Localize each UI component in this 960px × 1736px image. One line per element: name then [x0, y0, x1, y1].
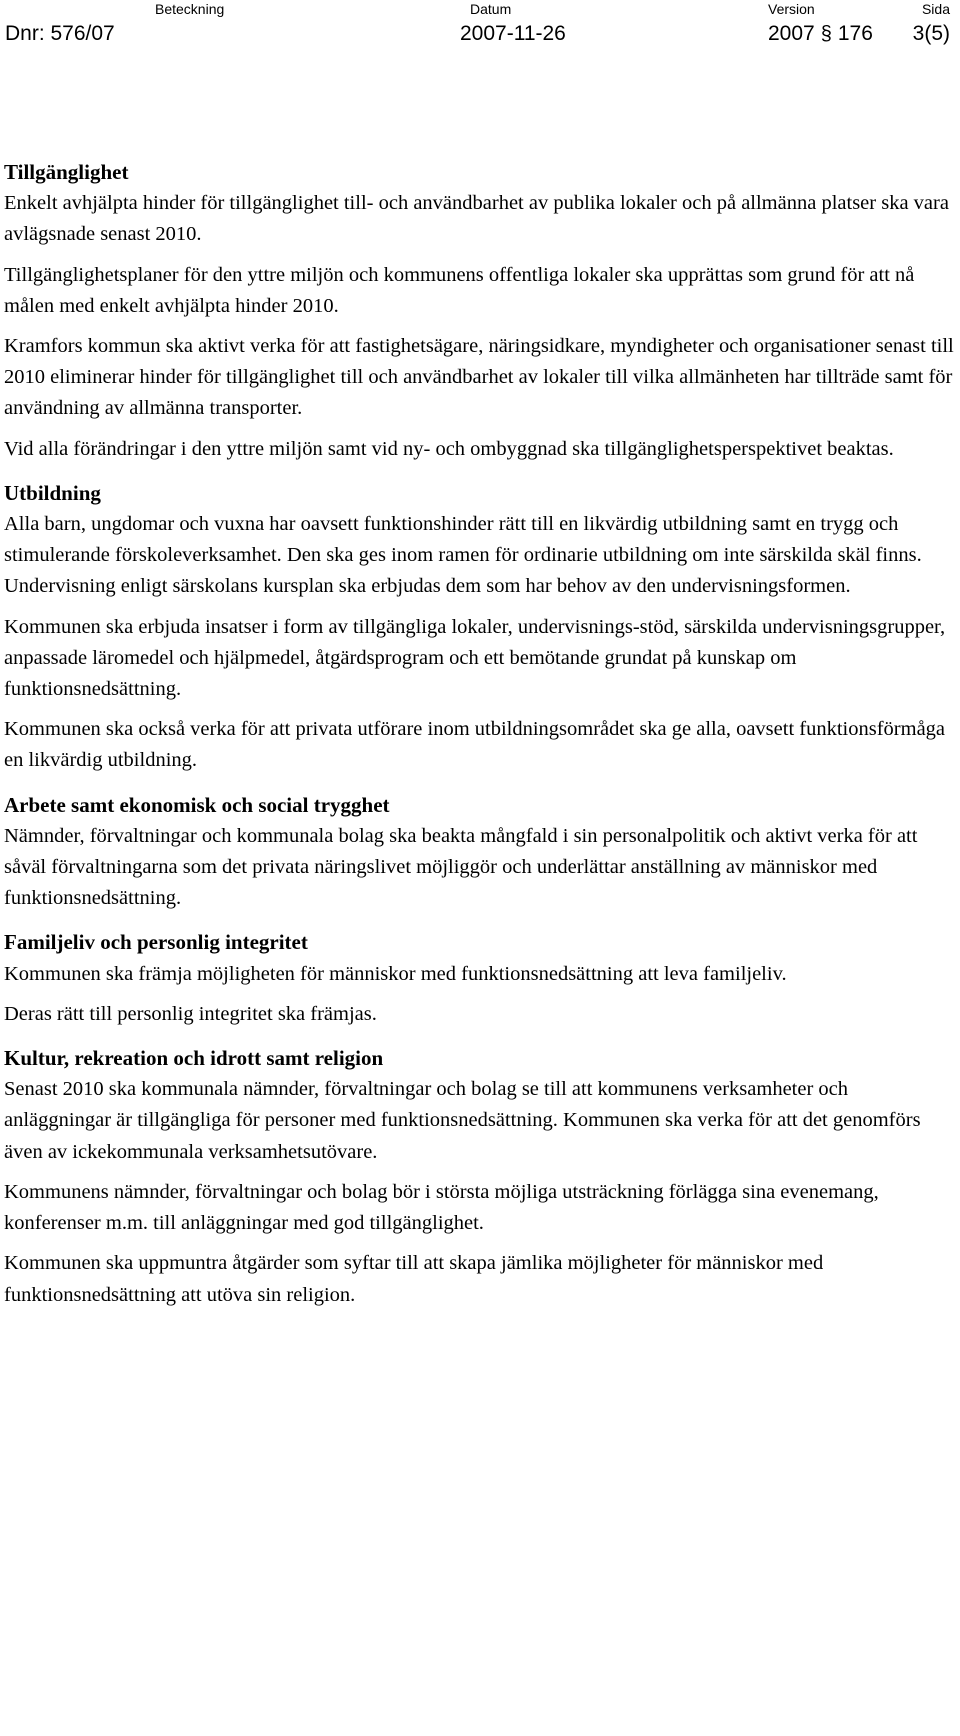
section-heading: Kultur, rekreation och idrott samt religion — [4, 1046, 384, 1071]
version-value — [768, 20, 873, 48]
section-heading: Tillgänglighet — [4, 160, 129, 184]
paragraph: Nämnder, förvaltningar och kommunala bolag ska beakta mångfald i sin personalpolitik och aktivt verka för att såväl förvaltningarna som det privata näringslivet möjliggör och underlättar anställning av människor med funktionsnedsättning. — [4, 824, 918, 910]
version-number: 176 — [837, 22, 873, 45]
sida-value: 3(5) — [912, 22, 950, 45]
header-datum — [460, 0, 566, 48]
section-heading: Familjeliv och personlig integritet — [4, 930, 308, 955]
section — [4, 927, 954, 1030]
paragraph: Kommunens nämnder, förvaltningar och bolag bör i största möjliga utsträckning förlägga sina evenemang, konferenser m.m. till anläggningar med god tillgänglighet. — [4, 1180, 879, 1235]
paragraph: Kommunen ska främja möjligheten för människor med funktionsnedsättning att leva familjeliv. — [4, 962, 787, 985]
paragraph: Vid alla förändringar i den yttre miljön samt vid ny- och ombyggnad ska tillgänglighetsperspektivet beaktas. — [4, 437, 894, 460]
document-body — [4, 157, 954, 1320]
paragraph: Kommunen ska uppmuntra åtgärder som syftar till att skapa jämlika möjligheter för människor med funktionsnedsättning att utöva sin religion. — [4, 1252, 824, 1306]
datum-label: Datum — [470, 1, 512, 17]
paragraph: Kommunen ska också verka för att privata utförare inom utbildningsområdet ska ge alla, oavsett funktionsförmåga en likvärdig utbildning. — [4, 718, 946, 772]
header-sida — [913, 0, 950, 48]
datum-value: 2007-11-26 — [460, 22, 566, 45]
section-sign-icon: § — [820, 23, 832, 45]
section-heading: Utbildning — [4, 480, 101, 505]
beteckning-value: Dnr: 576/07 — [5, 22, 115, 45]
beteckning-label: Beteckning — [155, 1, 225, 17]
paragraph: Alla barn, ungdomar och vuxna har oavsett funktionshinder rätt till en likvärdig utbildning samt en trygg och stimulerande förskoleverksamhet. Den ska ges inom ramen för ordinarie utbildning om inte särskilda skäl finns. Undervisning enligt särskolans kursplan ska erbjudas dem som har behov av den undervisningsformen. — [4, 513, 922, 598]
paragraph: Tillgänglighetsplaner för den yttre miljön och kommunens offentliga lokaler ska upprättas som grund för att nå målen med enkelt avhjälpta hinder 2010. — [4, 263, 915, 317]
paragraph: Senast 2010 ska kommunala nämnder, förvaltningar och bolag se till att kommunens verksamheter och anläggningar är tillgängliga för personer med funktionsnedsättning. Kommunen ska verka för att det genomförs även av ickekommunala verksamhetsutövare. — [4, 1078, 921, 1163]
section — [4, 1043, 954, 1311]
section — [4, 478, 954, 777]
sida-label: Sida — [921, 1, 950, 17]
paragraph: Enkelt avhjälpta hinder för tillgänglighet till- och användbarhet av publika lokaler och på allmänna platser ska vara avlägsnade senast 2010. — [4, 192, 949, 246]
paragraph: Kommunen ska erbjuda insatser i form av tillgängliga lokaler, undervisnings-stöd, särskilda undervisningsgrupper, anpassade läromedel och hjälpmedel, åtgärdsprogram och ett bemötande grundat på kunskap om funktionsnedsättning. — [4, 615, 946, 701]
document-header — [0, 0, 960, 60]
header-version — [768, 0, 873, 48]
header-beteckning — [5, 0, 224, 48]
version-label: Version — [768, 1, 815, 17]
paragraph: Deras rätt till personlig integritet ska främjas. — [4, 1002, 377, 1025]
paragraph: Kramfors kommun ska aktivt verka för att fastighetsägare, näringsidkare, myndigheter och organisationer senast till 2010 eliminerar hinder för tillgänglighet till och användbarhet av lokaler till vilka allmänheten har tillträde samt för användning av allmänna transporter. — [4, 335, 954, 420]
section — [4, 157, 954, 465]
section — [4, 790, 954, 915]
version-year: 2007 — [768, 22, 815, 45]
section-heading: Arbete samt ekonomisk och social trygghet — [4, 792, 390, 817]
